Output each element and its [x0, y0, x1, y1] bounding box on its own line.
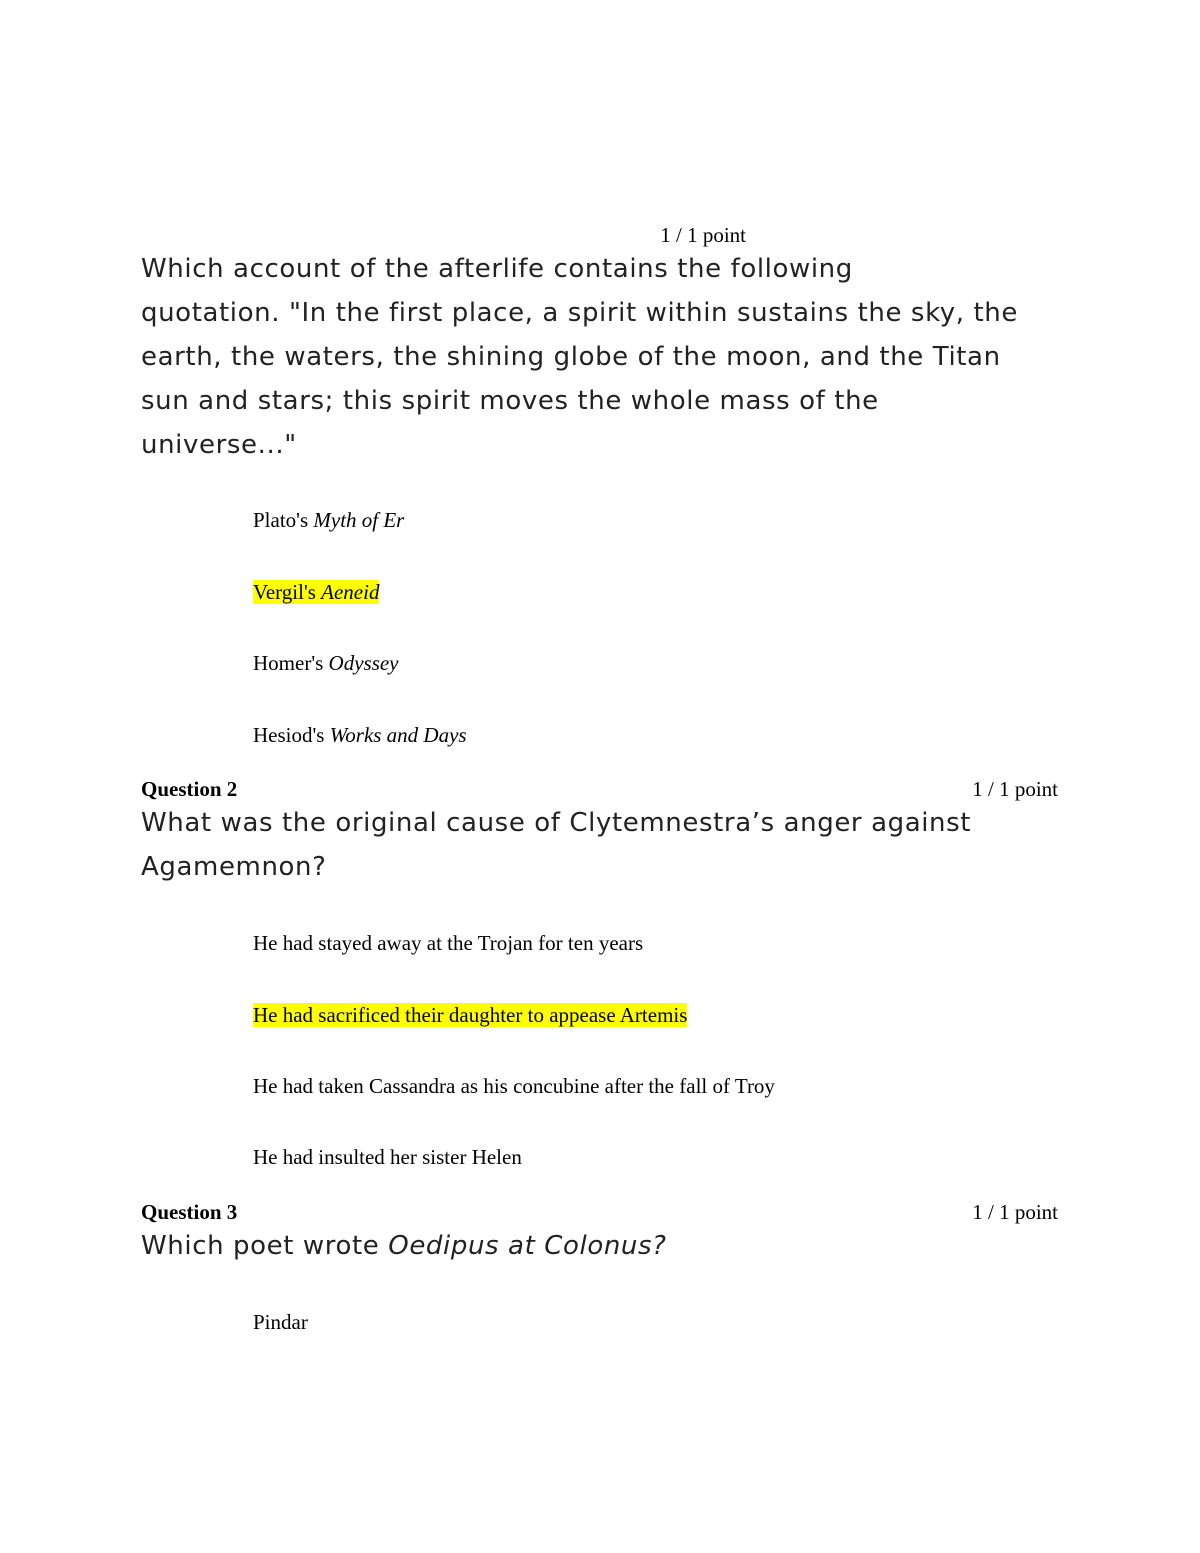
- stem-line: earth, the waters, the shining globe of the moon, and the Titan: [141, 342, 1001, 372]
- answer-option[interactable]: [253, 1310, 308, 1335]
- stem-title: Oedipus at Colonus?: [388, 1231, 667, 1261]
- stem-line: [141, 1224, 1071, 1268]
- option-text: Plato's: [253, 508, 314, 532]
- answer-option[interactable]: [253, 723, 467, 748]
- answer-option[interactable]: [253, 508, 404, 533]
- stem-line: universe...": [141, 430, 297, 460]
- question-3-stem: [141, 1224, 1071, 1268]
- option-text: He had taken Cassandra as his concubine after the fall of Troy: [253, 1074, 775, 1098]
- stem-line: sun and stars; this spirit moves the whole mass of the: [141, 386, 879, 416]
- stem-line: What was the original cause of Clytemnestra’s anger against: [141, 808, 972, 838]
- question-1-stem: [141, 247, 1071, 467]
- option-text: He had stayed away at the Trojan for ten years: [253, 931, 644, 955]
- stem-text: Which poet wrote: [141, 1231, 389, 1261]
- answer-highlight: [253, 580, 379, 604]
- option-text: He had insulted her sister Helen: [253, 1145, 522, 1169]
- stem-line: quotation. "In the first place, a spirit within sustains the sky, the: [141, 298, 1018, 328]
- option-text: Homer's: [253, 651, 329, 675]
- stem-line: Which account of the afterlife contains the following: [141, 254, 853, 284]
- answer-option[interactable]: [253, 931, 643, 956]
- question-1-points: 1 / 1 point: [660, 223, 746, 247]
- option-text: Hesiod's: [253, 723, 330, 747]
- option-title: Odyssey: [328, 651, 399, 675]
- question-points: 1 / 1 point: [972, 777, 1058, 801]
- option-text: Pindar: [253, 1310, 308, 1334]
- option-title: Works and Days: [329, 723, 467, 747]
- answer-option-selected[interactable]: [253, 580, 379, 605]
- answer-option[interactable]: [253, 651, 399, 676]
- option-text: Vergil's: [253, 580, 322, 604]
- question-2-stem: [141, 801, 1071, 889]
- stem-line: Agamemnon?: [141, 852, 327, 882]
- answer-option-selected[interactable]: [253, 1003, 687, 1028]
- question-points: 1 / 1 point: [972, 1200, 1058, 1224]
- option-title: Myth of Er: [313, 508, 405, 532]
- answer-option[interactable]: [253, 1145, 522, 1170]
- answer-option[interactable]: [253, 1074, 775, 1099]
- answer-highlight: He had sacrificed their daughter to appease Artemis: [253, 1003, 688, 1027]
- question-label: Question 3: [141, 1200, 238, 1224]
- option-title: Aeneid: [321, 580, 380, 604]
- question-label: Question 2: [141, 777, 238, 801]
